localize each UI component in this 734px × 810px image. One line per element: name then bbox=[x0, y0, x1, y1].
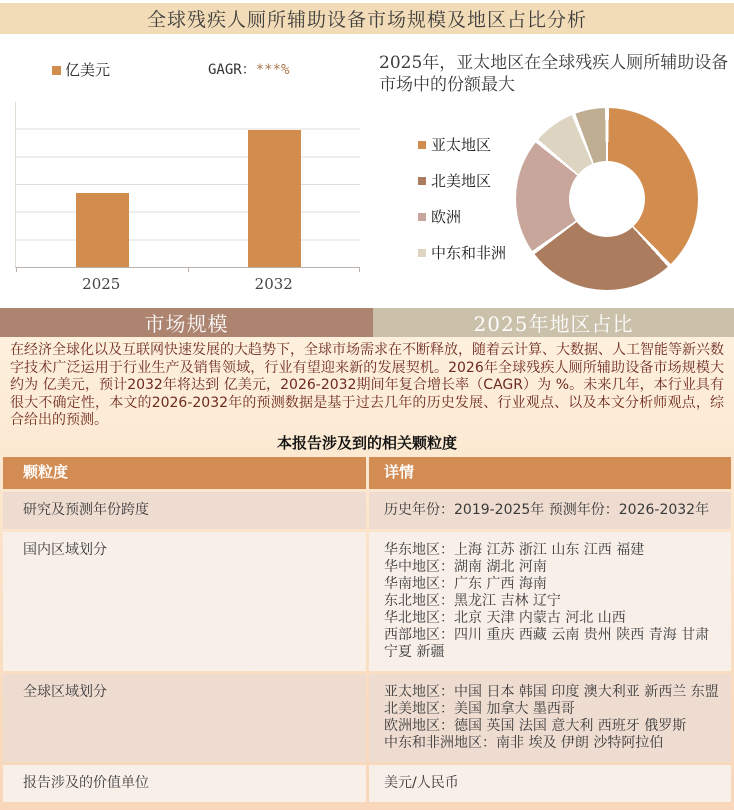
bar-chart-x-labels bbox=[15, 275, 360, 297]
pie-legend-label: 欧洲 bbox=[431, 208, 462, 226]
detail-line: 欧洲地区：德国 英国 法国 意大利 西班牙 俄罗斯 bbox=[384, 717, 687, 734]
charts-section bbox=[0, 34, 734, 308]
pie-legend-item bbox=[418, 244, 514, 263]
pie-legend-item bbox=[418, 172, 514, 191]
detail-line: 华北地区：北京 天津 内蒙古 河北 山西 bbox=[384, 609, 626, 626]
detail-line: 历史年份：2019-2025年 预测年份：2026-2032年 bbox=[384, 501, 710, 518]
axis-tick bbox=[16, 267, 17, 272]
section-header-region-share: 2025年地区占比 bbox=[373, 308, 734, 337]
row-label: 全球区域划分 bbox=[3, 674, 366, 762]
bar-2032 bbox=[248, 130, 301, 268]
detail-line: 西部地区：四川 重庆 西藏 云南 贵州 陕西 青海 甘肃 宁夏 新疆 bbox=[384, 626, 710, 660]
bar-chart-plot bbox=[15, 102, 360, 268]
granularity-table bbox=[0, 457, 734, 802]
table-row bbox=[3, 765, 731, 802]
table-title: 本报告涉及到的相关颗粒度 bbox=[276, 433, 457, 452]
legend-swatch-icon bbox=[418, 177, 426, 185]
table-body bbox=[3, 492, 731, 802]
x-label-2032: 2032 bbox=[254, 275, 293, 293]
pie-legend-label: 亚太地区 bbox=[431, 136, 492, 154]
legend-swatch-icon bbox=[52, 66, 61, 75]
pie-legend-label: 中东和非洲 bbox=[431, 244, 507, 262]
detail-line: 华南地区：广东 广西 海南 bbox=[384, 575, 547, 592]
row-label: 报告涉及的价值单位 bbox=[3, 765, 366, 802]
detail-line: 华中地区：湖南 湖北 河南 bbox=[384, 558, 547, 575]
detail-line: 东北地区：黑龙江 吉林 辽宁 bbox=[384, 592, 561, 609]
col-header-detail: 详情 bbox=[369, 457, 731, 489]
pie-legend bbox=[418, 136, 514, 280]
table-header-row bbox=[3, 457, 731, 489]
bar-legend-label: 亿美元 bbox=[65, 61, 111, 79]
donut-hole bbox=[569, 161, 645, 237]
table-row bbox=[3, 492, 731, 529]
legend-swatch-icon bbox=[418, 249, 426, 257]
section-header-market-size: 市场规模 bbox=[0, 308, 373, 337]
pie-legend-label: 北美地区 bbox=[431, 172, 492, 190]
detail-line: 北美地区：美国 加拿大 墨西哥 bbox=[384, 700, 575, 717]
detail-line: 亚太地区：中国 日本 韩国 印度 澳大利亚 新西兰 东盟 bbox=[384, 683, 719, 700]
page-title-bar bbox=[0, 3, 734, 34]
cagr-value: ***% bbox=[255, 62, 290, 78]
bar-2025 bbox=[76, 193, 129, 267]
row-label: 研究及预测年份跨度 bbox=[3, 492, 366, 529]
bar-chart-panel bbox=[0, 34, 373, 308]
section-header-band bbox=[0, 308, 734, 337]
cagr-annotation bbox=[208, 59, 289, 79]
x-label-2025: 2025 bbox=[82, 275, 121, 293]
table-row bbox=[3, 674, 731, 762]
donut-chart bbox=[516, 108, 698, 290]
row-detail bbox=[369, 674, 731, 762]
axis-tick bbox=[359, 267, 360, 272]
legend-swatch-icon bbox=[418, 141, 426, 149]
legend-swatch-icon bbox=[418, 213, 426, 221]
axis-tick bbox=[188, 267, 189, 272]
row-detail bbox=[369, 532, 731, 671]
detail-line: 华东地区：上海 江苏 浙江 山东 江西 福建 bbox=[384, 541, 645, 558]
market-summary-paragraph: 在经济全球化以及互联网快速发展的大趋势下，全球市场需求在不断释放，随着云计算、大数据、人工智能等新兴数字技术广泛运用于行业生产及销售领域，行业有望迎来新的发展契机。2026年全球残疾人厕所辅助设备市场规模大约为 亿美元，预计2032年将达到 亿美元，2026-2032期间年复合增长率（CAGR）为 %。未来几年，本行业具有很大不确定性，本文的2026-2032年的预测数据是基于过去几年的历史发展、行业观点、以及本文分析师观点，综合给出的预测。 bbox=[10, 342, 724, 428]
summary-and-table-section bbox=[0, 337, 734, 810]
pie-legend-item bbox=[418, 136, 514, 155]
row-label: 国内区域划分 bbox=[3, 532, 366, 671]
pie-chart-panel bbox=[373, 34, 734, 308]
row-detail bbox=[369, 492, 731, 529]
detail-line: 美元/人民币 bbox=[384, 774, 459, 791]
row-detail bbox=[369, 765, 731, 802]
table-row bbox=[3, 532, 731, 671]
pie-heading: 2025年，亚太地区在全球残疾人厕所辅助设备市场中的份额最大 bbox=[379, 53, 729, 95]
bar-chart-legend bbox=[52, 59, 110, 80]
cagr-label: GAGR： bbox=[208, 62, 256, 78]
pie-legend-item bbox=[418, 208, 514, 227]
detail-line: 中东和非洲地区：南非 埃及 伊朗 沙特阿拉伯 bbox=[384, 734, 664, 751]
page-title: 全球残疾人厕所辅助设备市场规模及地区占比分析 bbox=[146, 9, 587, 31]
col-header-granularity: 颗粒度 bbox=[3, 457, 366, 489]
